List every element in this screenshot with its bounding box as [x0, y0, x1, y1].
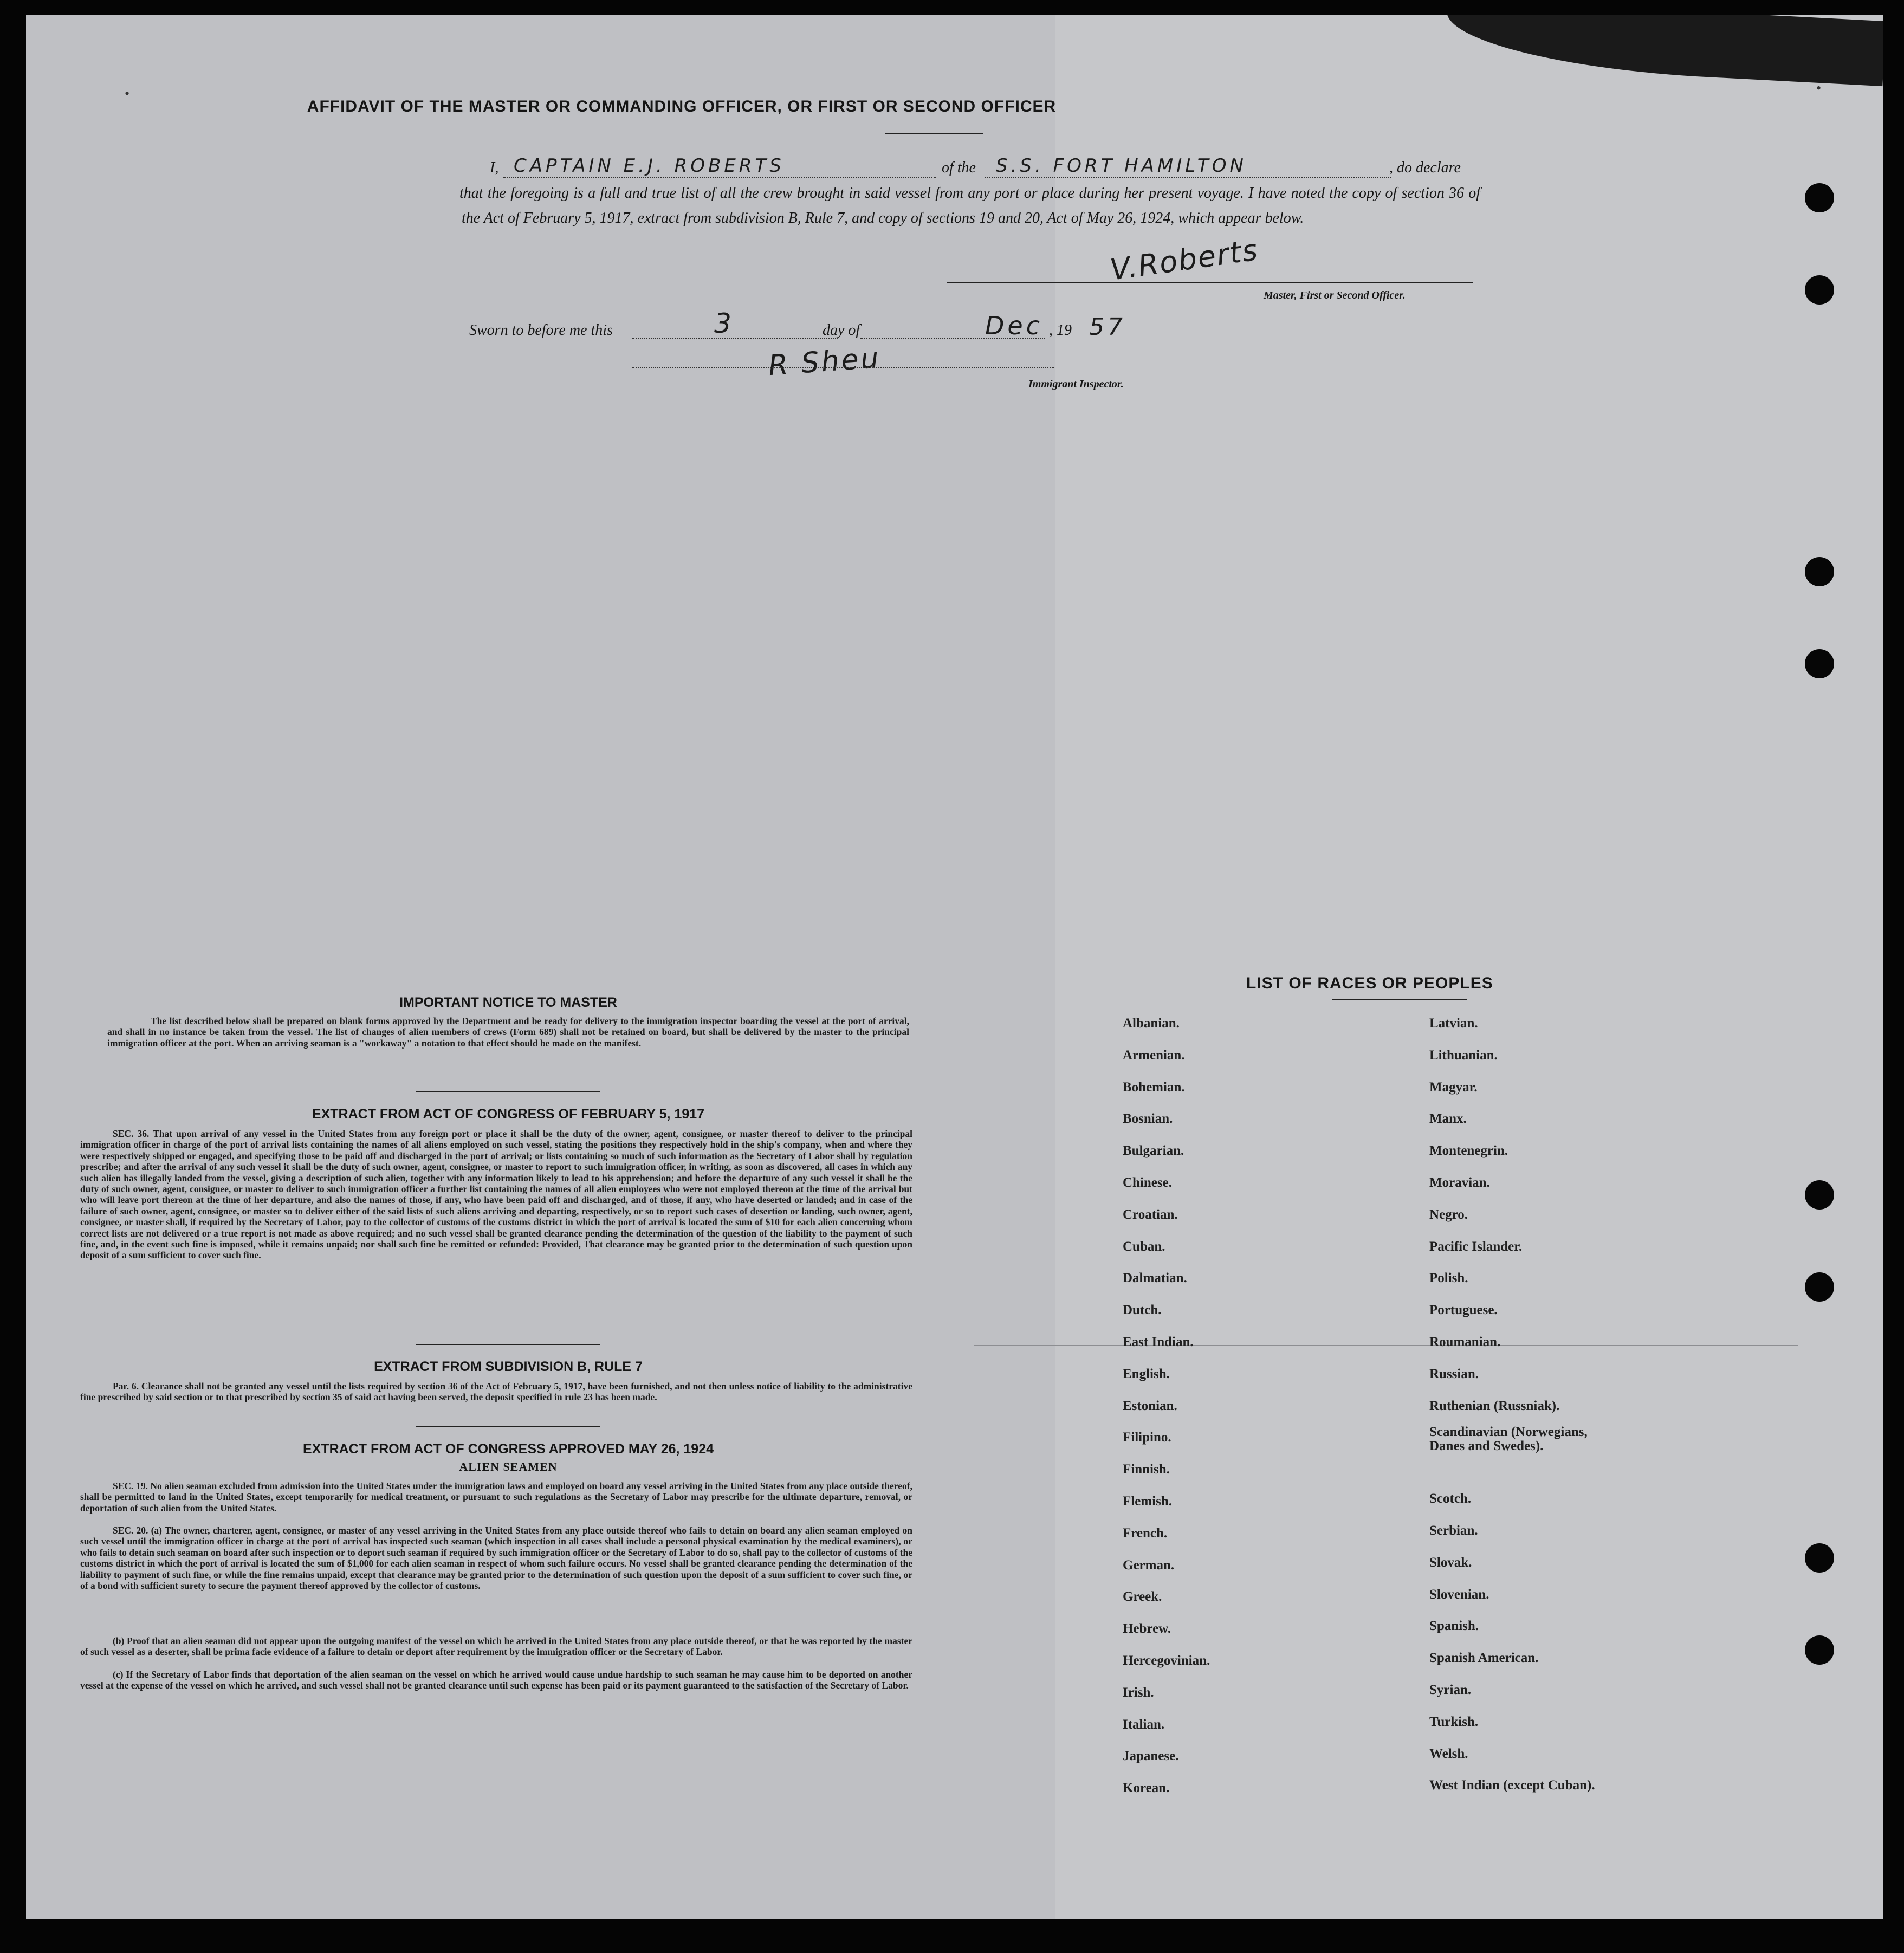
- section-divider: [416, 1091, 600, 1092]
- race-item: Latvian.: [1429, 1016, 1478, 1031]
- race-item: Roumanian.: [1429, 1335, 1501, 1349]
- vessel-value: S.S. FORT HAMILTON: [996, 155, 1247, 177]
- extract-1924-sec19: SEC. 19. No alien seaman excluded from admission into the United States under the immigration laws and employed on board any vessel arriving in the United States from any place outside thereof, shall be permitted to land in the United States, except temporarily for medical treatment, or pursuant to such regulations as the Secretary of Labor may prescribe for the ultimate departure, removal, or deportation of such alien from the United States.: [80, 1480, 912, 1514]
- race-item: Bulgarian.: [1123, 1143, 1184, 1159]
- race-item: Slovak.: [1429, 1555, 1472, 1570]
- margin-mark: •: [125, 86, 130, 101]
- punch-hole: [1805, 183, 1834, 212]
- race-item: Slovenian.: [1429, 1587, 1489, 1602]
- race-item: German.: [1123, 1557, 1175, 1573]
- notice-text: The list described below shall be prepared on blank forms approved by the Department and be ready for delivery to the immigration inspector boarding the vessel at the port of arrival, and shall in no instance be taken from the vessel. The list of changes of alien members of crews (Form 689) shall not be retained on board, but shall be delivered by the master to the principal immigration officer at the port. When an arriving seaman is a "workaway" a notation to that effect should be made on the manifest.: [107, 1016, 909, 1049]
- race-item: Ruthenian (Russniak).: [1429, 1398, 1560, 1413]
- race-item: Finnish.: [1123, 1462, 1170, 1477]
- race-item: Filipino.: [1123, 1430, 1171, 1445]
- punch-hole: [1805, 1272, 1834, 1302]
- master-signature: V.Roberts: [1108, 232, 1261, 287]
- race-item: Polish.: [1429, 1271, 1468, 1286]
- race-item: Estonian.: [1123, 1398, 1177, 1413]
- extract-1917-title: EXTRACT FROM ACT OF CONGRESS OF FEBRUARY 5, 1917: [312, 1107, 705, 1122]
- document-page: [26, 15, 1883, 1919]
- race-item: Armenian.: [1123, 1047, 1185, 1063]
- extract-1924-sec20b: (b) Proof that an alien seaman did not appear upon the outgoing manifest of the vessel on which he arrived in the United States from any place outside thereof, or that he was reported by the master of such vessel as a deserter, shall be prima facie evidence of a failure to detain or deport after requirement by the immigration officer or the Secretary of Labor.: [80, 1635, 912, 1658]
- race-item: Lithuanian.: [1429, 1047, 1498, 1063]
- race-item: Spanish.: [1429, 1619, 1479, 1634]
- race-item: Russian.: [1429, 1366, 1479, 1381]
- race-item: Portuguese.: [1429, 1303, 1498, 1318]
- race-item: Magyar.: [1429, 1079, 1478, 1095]
- punch-hole: [1805, 1180, 1834, 1210]
- race-item: Irish.: [1123, 1685, 1154, 1700]
- race-item: Scotch.: [1429, 1491, 1472, 1506]
- declare-suffix: , do declare: [1389, 159, 1461, 176]
- races-fold-line: [974, 1345, 1798, 1346]
- race-item: Albanian.: [1123, 1016, 1180, 1031]
- race-item: Hercegovinian.: [1123, 1653, 1210, 1668]
- notice-title: IMPORTANT NOTICE TO MASTER: [399, 995, 617, 1010]
- year-prefix: , 19: [1049, 322, 1072, 339]
- race-item: Flemish.: [1123, 1494, 1172, 1509]
- race-item: Chinese.: [1123, 1175, 1172, 1190]
- extract-rule7-text: Par. 6. Clearance shall not be granted any vessel until the lists required by section 36 of the Act of February 5, 1917, have been furnished, and not then unless notice of liability to the administrative fine prescribed by said section or to that prescribed by section 35 of said act having been served, the deposit specified in rule 23 has been made.: [80, 1381, 912, 1403]
- race-item: West Indian (except Cuban).: [1429, 1778, 1595, 1793]
- races-title-divider: [1332, 999, 1467, 1000]
- affidavit-title: AFFIDAVIT OF THE MASTER OR COMMANDING OFFICER, OR FIRST OR SECOND OFFICER: [307, 98, 1057, 115]
- section-divider: [416, 1426, 600, 1427]
- inspector-signature-line: [632, 367, 1054, 368]
- punch-hole: [1805, 557, 1834, 586]
- master-name-line: [503, 177, 936, 178]
- extract-1924-title: EXTRACT FROM ACT OF CONGRESS APPROVED MAY 26, 1924: [302, 1441, 714, 1457]
- extract-1924-sec20c: (c) If the Secretary of Labor finds that deportation of the alien seaman on the vessel on which he arrived would cause undue hardship to such seaman he may cause him to be deported on another vessel at the expense of the vessel on which he arrived, and such vessel shall not be granted clearance until such expense has been paid or its payment guaranteed to the satisfaction of the Secretary of Labor.: [80, 1669, 912, 1691]
- inspector-signature: R Sheu: [767, 341, 882, 383]
- race-item: Bohemian.: [1123, 1079, 1185, 1095]
- race-item: Scandinavian (Norwegians, Danes and Swedes).: [1429, 1425, 1588, 1454]
- race-item: Spanish American.: [1429, 1651, 1539, 1666]
- race-item: Croatian.: [1123, 1207, 1178, 1222]
- punch-hole: [1805, 1635, 1834, 1665]
- vessel-line: [985, 177, 1391, 178]
- extract-1924-sec20a: SEC. 20. (a) The owner, charterer, agent, consignee, or master of any vessel arriving in the United States from any place outside thereof who fails to detain on board any alien seaman employed on such vessel until the immigration officer in charge at the port of arrival has inspected such seaman (which inspection in all cases shall include a personal physical examination by the medical examiners), or who fails to detain such seaman on board after such inspection or to deport such seaman if required by such immigration officer or the Secretary of Labor to do so, shall pay to the collector of customs of the customs district in which the port of arrival is located the sum of $1,000 for each alien seaman in respect of whom such failure occurs. No vessel shall be granted clearance pending the determination of the liability to payment of such fine, or while the fine remains unpaid, except that clearance may be granted prior to the determination of such question upon the deposit of a sum sufficient to cover such fine, or of a bond with sufficient surety to secure the payment thereof approved by the collector of customs.: [80, 1525, 912, 1592]
- race-item: Montenegrin.: [1429, 1143, 1508, 1159]
- year-value: 57: [1089, 313, 1126, 341]
- race-item: East Indian.: [1123, 1335, 1194, 1349]
- race-item: Bosnian.: [1123, 1111, 1173, 1127]
- race-item: Dutch.: [1123, 1303, 1162, 1318]
- day-line: [632, 338, 838, 339]
- punch-hole: [1805, 649, 1834, 678]
- race-item: English.: [1123, 1366, 1170, 1381]
- punch-hole: [1805, 275, 1834, 305]
- section-divider: [416, 1344, 600, 1345]
- race-item: Korean.: [1123, 1781, 1170, 1796]
- race-item: Syrian.: [1429, 1683, 1472, 1698]
- master-signature-label: Master, First or Second Officer.: [1264, 289, 1406, 301]
- title-divider: [885, 133, 983, 134]
- day-of-label: day of: [823, 322, 860, 339]
- race-item: Serbian.: [1429, 1523, 1478, 1538]
- race-item: Cuban.: [1123, 1239, 1165, 1254]
- race-item: Japanese.: [1123, 1749, 1179, 1764]
- affidavit-body: that the foregoing is a full and true list of all the crew brought in said vessel from any port or place during her present voyage. I have noted the copy of section 36 of the Act of February 5, 1917, extract from subdivision B, Rule 7, and copy of sections 19 and 20, Act of May 26, 1924, which appear below.: [459, 185, 1480, 227]
- race-item: Hebrew.: [1123, 1621, 1171, 1637]
- sworn-prefix: Sworn to before me this: [469, 322, 613, 339]
- race-item: Greek.: [1123, 1589, 1162, 1605]
- race-item: Dalmatian.: [1123, 1271, 1187, 1286]
- day-value: 3: [714, 308, 735, 339]
- race-item: Italian.: [1123, 1717, 1165, 1732]
- punch-hole: [1805, 1543, 1834, 1573]
- extract-1924-subtitle: ALIEN SEAMEN: [459, 1460, 558, 1473]
- extract-1917-text: SEC. 36. That upon arrival of any vessel in the United States from any foreign port or place it shall be the duty of the owner, agent, consignee, or master thereof to deliver to the principal immigration officer in charge of the port of arrival lists containing the names of all aliens employed on such vessel, stating the positions they respectively hold in the ship's company, when and where they were respectively shipped or engaged, and specifying those to be paid off and discharged in the port of arrival; or lists containing so much of such information as the Secretary of Labor shall by regulation prescribe; and after the arrival of any such vessel it shall be the duty of such owner, agent, consignee, or master to report to such immigration officer, in writing, as soon as discovered, all cases in which any such alien has illegally landed from the vessel, giving a description of such alien, together with any information likely to lead to his apprehension; and before the departure of any such vessel it shall be the duty of such owner, agent, consignee, or master to deliver to such immigration officer a further list containing the names of all alien employees who were not employed thereon at the time of the arrival but who will leave port thereon at the time of her departure, and also the names of those, if any, who have been paid off and discharged, and of those, if any, who have deserted or landed; and in case of the failure of such owner, agent, consignee, or master so to deliver either of the said lists of such aliens arriving and departing, respectively, or so to report such cases of desertion or landing, such owner, agent, consignee, or master shall, if required by the Secretary of Labor, pay to the collector of customs of the customs district in which the port of arrival is located the sum of $10 for each alien concerning whom correct lists are not delivered or a true report is not made as above required; and no such vessel shall be granted clearance pending the determination of the question of the liability to the payment of such fine, and, in the event such fine is imposed, while it remains unpaid; nor shall such fine be remitted or refunded: Provided, That clearance may be granted prior to the determination of such question upon deposit of a sum sufficient to cover such fine.: [80, 1128, 912, 1261]
- inspector-signature-label: Immigrant Inspector.: [1028, 378, 1124, 390]
- month-value: Dec: [985, 311, 1044, 340]
- race-item: Manx.: [1429, 1111, 1467, 1127]
- extract-rule7-title: EXTRACT FROM SUBDIVISION B, RULE 7: [374, 1359, 643, 1374]
- race-item: Moravian.: [1429, 1175, 1490, 1190]
- margin-mark: •: [1816, 80, 1822, 96]
- of-the-label: of the: [942, 159, 976, 176]
- race-item: Welsh.: [1429, 1746, 1468, 1761]
- declare-prefix: I,: [490, 159, 499, 176]
- race-item: Pacific Islander.: [1429, 1239, 1523, 1254]
- master-name-value: CAPTAIN E.J. ROBERTS: [514, 155, 785, 177]
- race-item: Negro.: [1429, 1207, 1468, 1222]
- master-signature-line: [947, 282, 1473, 283]
- race-item: French.: [1123, 1525, 1168, 1541]
- races-title: LIST OF RACES OR PEOPLES: [1246, 974, 1493, 992]
- race-item: Turkish.: [1429, 1714, 1479, 1729]
